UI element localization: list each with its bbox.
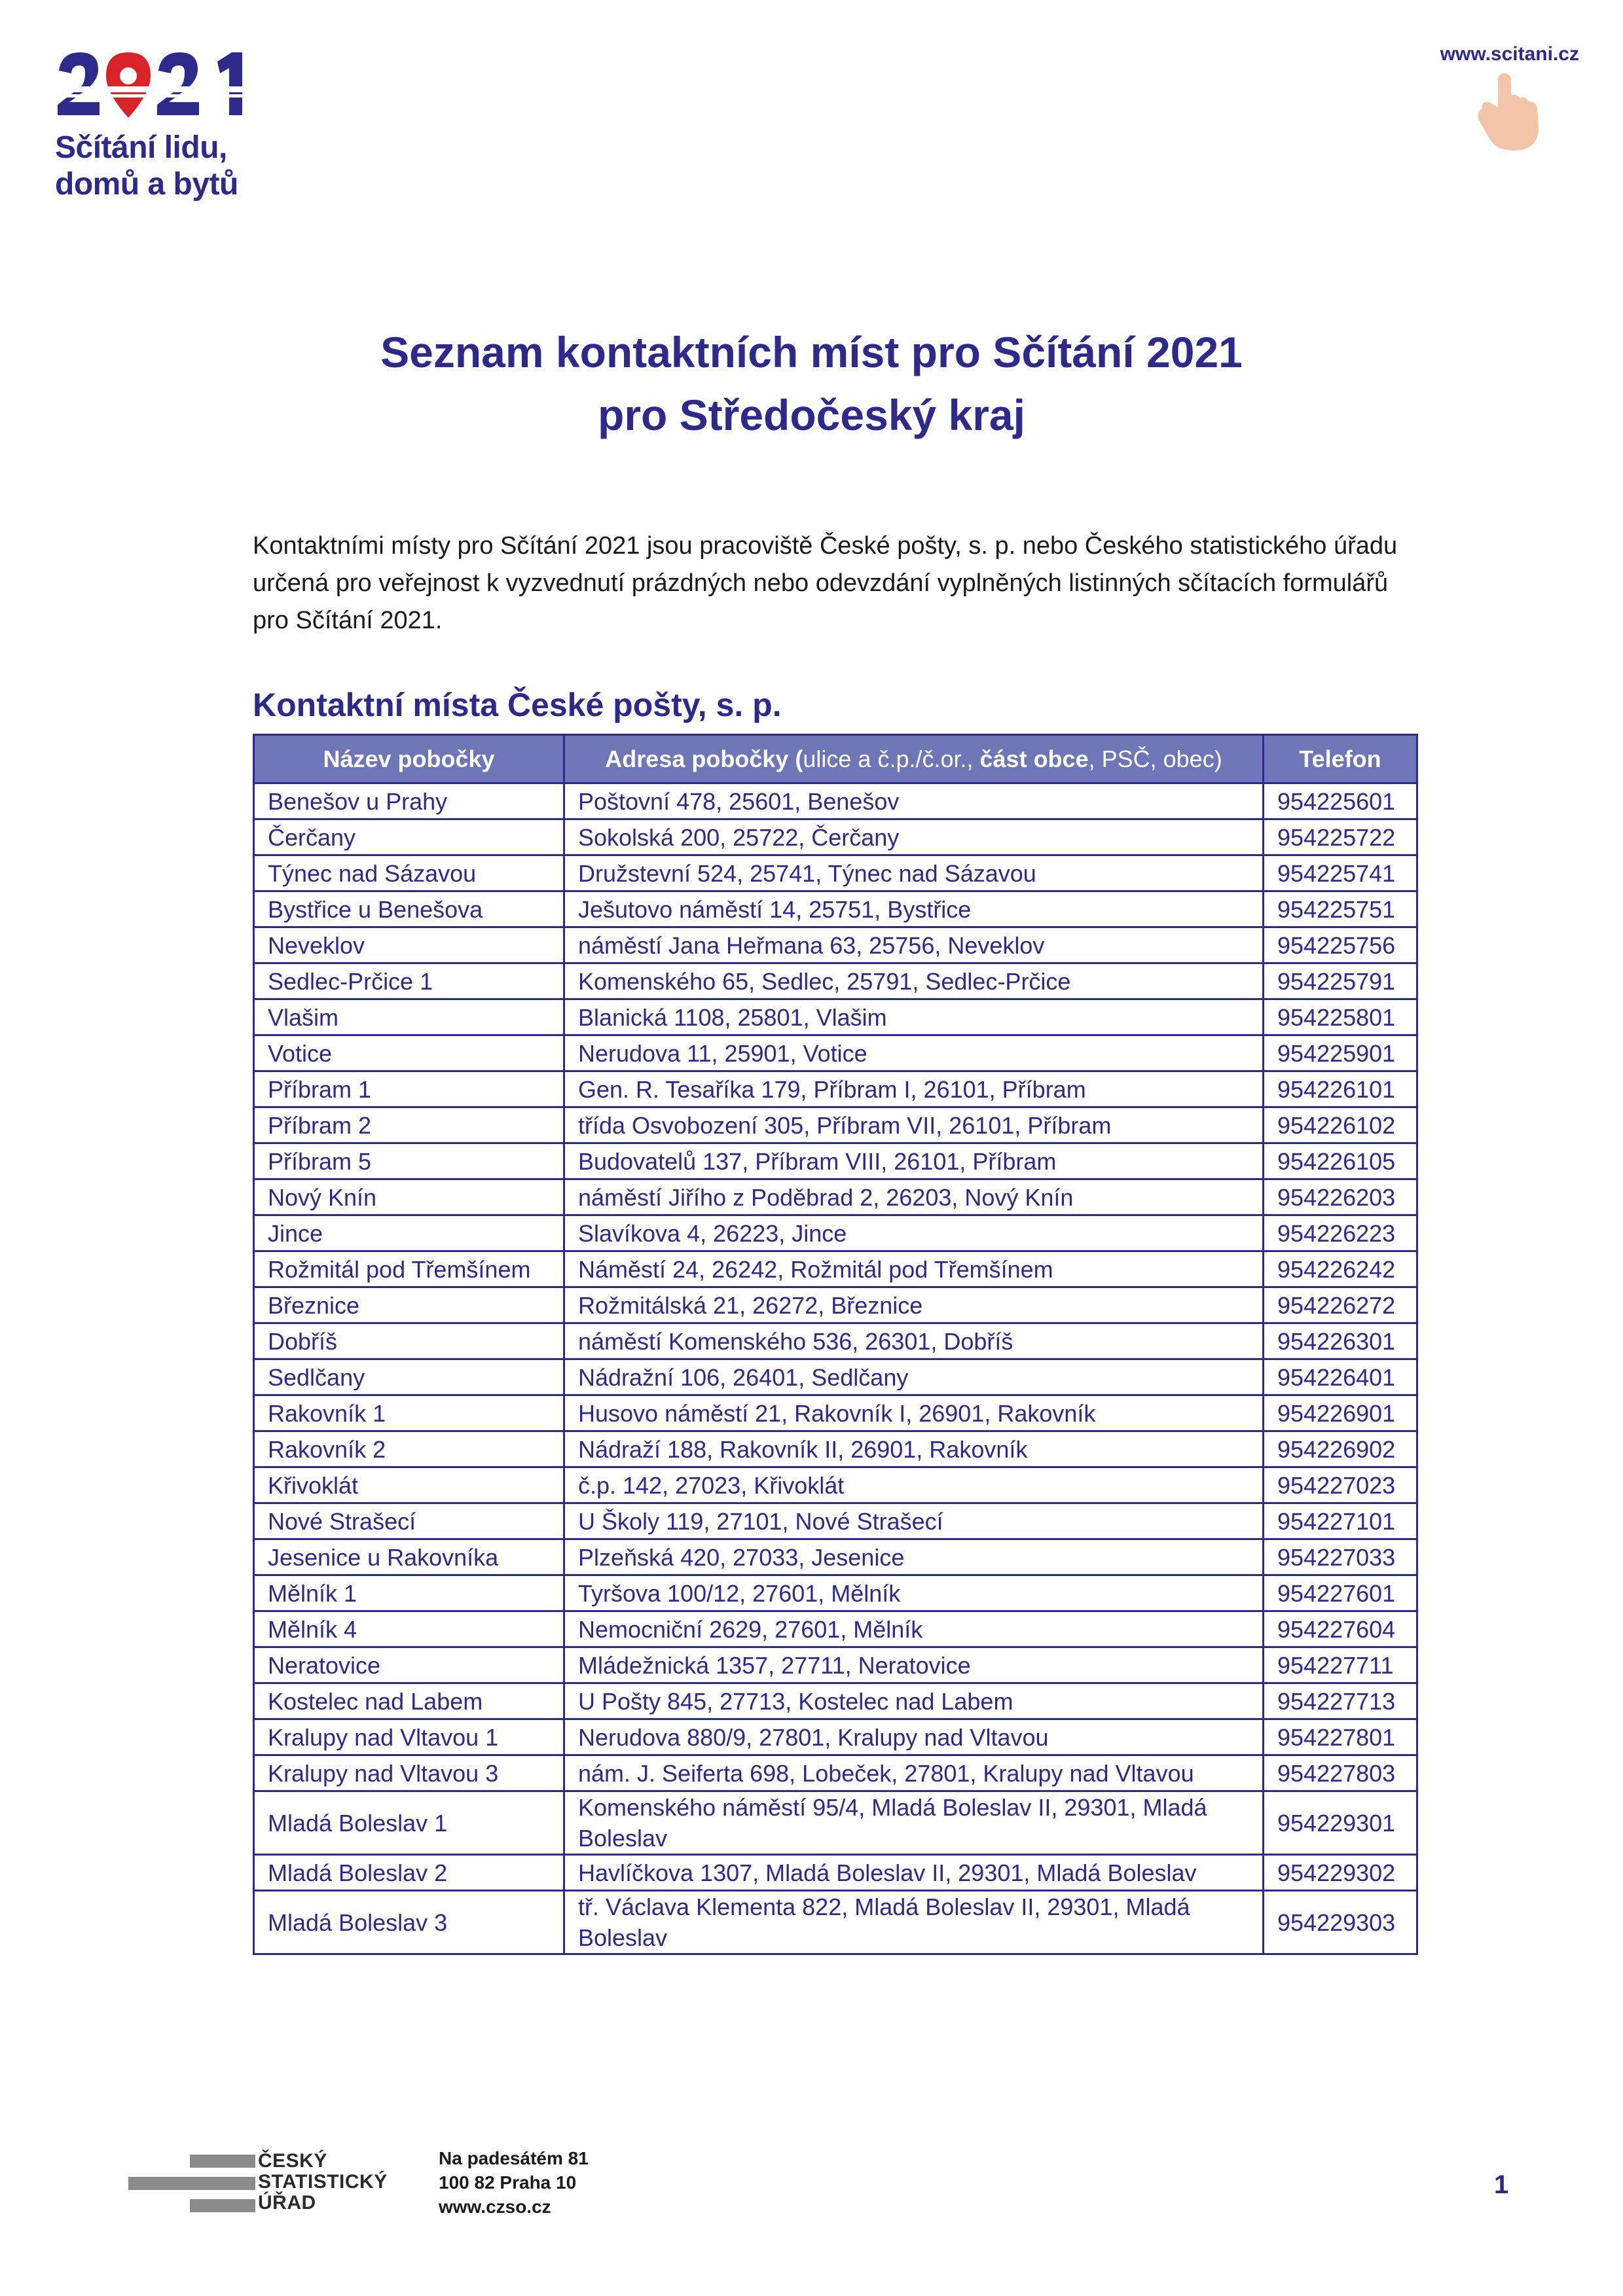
branch-name-cell: Rožmitál pod Třemšínem <box>254 1251 564 1287</box>
table-row <box>254 1683 1417 1719</box>
header-branch-address <box>564 735 1264 783</box>
table-row <box>254 999 1417 1035</box>
branch-phone-cell: 954227023 <box>1264 1467 1417 1503</box>
branch-phone-cell: 954227713 <box>1264 1683 1417 1719</box>
census-2021-logo-icon <box>55 47 251 126</box>
table-row <box>254 1287 1417 1323</box>
table-row <box>254 855 1417 891</box>
branch-phone-cell: 954225901 <box>1264 1035 1417 1071</box>
branch-name-cell: Sedlčany <box>254 1359 564 1395</box>
logo-line-2: domů a bytů <box>55 167 238 202</box>
branch-name-cell: Mělník 4 <box>254 1611 564 1647</box>
table-body <box>254 783 1417 1954</box>
table-row <box>254 1071 1417 1107</box>
branch-phone-cell: 954227033 <box>1264 1539 1417 1575</box>
branch-name-cell: Rakovník 1 <box>254 1395 564 1431</box>
header-address-part-2: ulice a č.p./č.or., <box>803 745 980 772</box>
branch-phone-cell: 954229303 <box>1264 1891 1417 1954</box>
branch-name-cell: Neratovice <box>254 1647 564 1683</box>
czso-bars-icon <box>128 2151 255 2216</box>
branch-phone-cell: 954227801 <box>1264 1719 1417 1755</box>
czso-logo <box>128 2151 390 2216</box>
branch-phone-cell: 954226902 <box>1264 1431 1417 1467</box>
table-row <box>254 819 1417 855</box>
table-header-row <box>254 735 1417 783</box>
header-address-part-1: Adresa pobočky ( <box>605 745 803 772</box>
branch-address-cell: Blanická 1108, 25801, Vlašim <box>564 999 1264 1035</box>
pointing-hand-icon <box>1469 69 1548 154</box>
branch-name-cell: Kralupy nad Vltavou 1 <box>254 1719 564 1755</box>
branch-name-cell: Příbram 2 <box>254 1107 564 1143</box>
branch-address-cell: Budovatelů 137, Příbram VIII, 26101, Příbram <box>564 1143 1264 1179</box>
table-row <box>254 1107 1417 1143</box>
footer-address <box>439 2146 589 2219</box>
branch-phone-cell: 954227604 <box>1264 1611 1417 1647</box>
branch-phone-cell: 954229302 <box>1264 1855 1417 1891</box>
branch-name-cell: Benešov u Prahy <box>254 783 564 819</box>
branch-address-cell: třída Osvobození 305, Příbram VII, 26101, Příbram <box>564 1107 1264 1143</box>
intro-paragraph: Kontaktními místy pro Sčítání 2021 jsou pracoviště České pošty, s. p. nebo Českého statistického úřadu určená pro veřejnost k vyzvednutí prázdných nebo odevzdání vyplněných listinných sčítacích formulářů pro Sčítání 2021. <box>253 532 1398 634</box>
branch-phone-cell: 954226242 <box>1264 1251 1417 1287</box>
branch-name-cell: Bystřice u Benešova <box>254 891 564 927</box>
table-row <box>254 1395 1417 1431</box>
branch-name-cell: Vlašim <box>254 999 564 1035</box>
branch-address-cell: Nádraží 188, Rakovník II, 26901, Rakovník <box>564 1431 1264 1467</box>
logo-line-1: Sčítání lidu, <box>55 130 227 165</box>
page-number: 1 <box>1494 2170 1509 2199</box>
branch-name-cell: Mladá Boleslav 2 <box>254 1855 564 1891</box>
branch-phone-cell: 954226105 <box>1264 1143 1417 1179</box>
branch-phone-cell: 954225601 <box>1264 783 1417 819</box>
contact-points-table <box>253 734 1418 1955</box>
branch-name-cell: Čerčany <box>254 819 564 855</box>
branch-phone-cell: 954226301 <box>1264 1323 1417 1359</box>
table-row <box>254 1791 1417 1855</box>
census-logo <box>55 47 264 204</box>
branch-name-cell: Neveklov <box>254 927 564 963</box>
branch-phone-cell: 954227101 <box>1264 1503 1417 1539</box>
branch-address-cell: Komenského 65, Sedlec, 25791, Sedlec-Prčice <box>564 963 1264 999</box>
branch-address-cell: Tyršova 100/12, 27601, Mělník <box>564 1575 1264 1611</box>
branch-address-cell: č.p. 142, 27023, Křivoklát <box>564 1467 1264 1503</box>
table-row <box>254 1891 1417 1954</box>
header-address-part-4: , PSČ, obec) <box>1088 745 1222 772</box>
branch-phone-cell: 954226102 <box>1264 1107 1417 1143</box>
table-row <box>254 1503 1417 1539</box>
header-address-part-3: část obce <box>979 745 1089 772</box>
branch-phone-cell: 954226101 <box>1264 1071 1417 1107</box>
branch-address-cell: Husovo náměstí 21, Rakovník I, 26901, Rakovník <box>564 1395 1264 1431</box>
table-row <box>254 783 1417 819</box>
branch-phone-cell: 954226901 <box>1264 1395 1417 1431</box>
table-row <box>254 1719 1417 1755</box>
branch-name-cell: Týnec nad Sázavou <box>254 855 564 891</box>
logo-text <box>55 130 238 203</box>
branch-phone-cell: 954225791 <box>1264 963 1417 999</box>
branch-name-cell: Rakovník 2 <box>254 1431 564 1467</box>
branch-phone-cell: 954225722 <box>1264 819 1417 855</box>
czso-line-2: STATISTICKÝ <box>258 2171 388 2193</box>
branch-address-cell: Nemocniční 2629, 27601, Mělník <box>564 1611 1264 1647</box>
table-row <box>254 1143 1417 1179</box>
address-web[interactable]: www.czso.cz <box>439 2197 551 2217</box>
branch-address-cell: Nerudova 880/9, 27801, Kralupy nad Vltavou <box>564 1719 1264 1755</box>
table-row <box>254 1323 1417 1359</box>
branch-address-cell: Družstevní 524, 25741, Týnec nad Sázavou <box>564 855 1264 891</box>
branch-name-cell: Březnice <box>254 1287 564 1323</box>
header-phone: Telefon <box>1264 735 1417 783</box>
branch-name-cell: Mladá Boleslav 3 <box>254 1891 564 1954</box>
table-row <box>254 1611 1417 1647</box>
branch-name-cell: Kralupy nad Vltavou 3 <box>254 1755 564 1791</box>
branch-phone-cell: 954225741 <box>1264 855 1417 891</box>
table-row <box>254 1035 1417 1071</box>
branch-phone-cell: 954226401 <box>1264 1359 1417 1395</box>
table-row <box>254 1755 1417 1791</box>
address-city: 100 82 Praha 10 <box>439 2172 577 2193</box>
branch-name-cell: Nový Knín <box>254 1179 564 1215</box>
branch-name-cell: Sedlec-Prčice 1 <box>254 963 564 999</box>
branch-name-cell: Nové Strašecí <box>254 1503 564 1539</box>
branch-name-cell: Mladá Boleslav 1 <box>254 1791 564 1855</box>
czso-line-3: ÚŘAD <box>258 2192 316 2214</box>
branch-address-cell: Rožmitálská 21, 26272, Březnice <box>564 1287 1264 1323</box>
branch-address-cell: Slavíkova 4, 26223, Jince <box>564 1215 1264 1251</box>
branch-phone-cell: 954225756 <box>1264 927 1417 963</box>
branch-address-cell: Gen. R. Tesaříka 179, Příbram I, 26101, Příbram <box>564 1071 1264 1107</box>
branch-phone-cell: 954225751 <box>1264 891 1417 927</box>
branch-name-cell: Mělník 1 <box>254 1575 564 1611</box>
branch-phone-cell: 954225801 <box>1264 999 1417 1035</box>
table-row <box>254 891 1417 927</box>
header-branch-name: Název pobočky <box>254 735 564 783</box>
branch-phone-cell: 954227601 <box>1264 1575 1417 1611</box>
branch-name-cell: Kostelec nad Labem <box>254 1683 564 1719</box>
branch-address-cell: Komenského náměstí 95/4, Mladá Boleslav II, 29301, Mladá Boleslav <box>564 1791 1264 1855</box>
table-row <box>254 1251 1417 1287</box>
branch-address-cell: Mládežnická 1357, 27711, Neratovice <box>564 1647 1264 1683</box>
branch-phone-cell: 954227711 <box>1264 1647 1417 1683</box>
branch-name-cell: Jince <box>254 1215 564 1251</box>
branch-phone-cell: 954226223 <box>1264 1215 1417 1251</box>
branch-address-cell: Náměstí 24, 26242, Rožmitál pod Třemšínem <box>564 1251 1264 1287</box>
branch-name-cell: Dobříš <box>254 1323 564 1359</box>
branch-address-cell: Ješutovo náměstí 14, 25751, Bystřice <box>564 891 1264 927</box>
branch-phone-cell: 954227803 <box>1264 1755 1417 1791</box>
branch-phone-cell: 954226203 <box>1264 1179 1417 1215</box>
branch-address-cell: U Školy 119, 27101, Nové Strašecí <box>564 1503 1264 1539</box>
branch-name-cell: Jesenice u Rakovníka <box>254 1539 564 1575</box>
branch-address-cell: nám. J. Seiferta 698, Lobeček, 27801, Kralupy nad Vltavou <box>564 1755 1264 1791</box>
table-row <box>254 1215 1417 1251</box>
table-row <box>254 1539 1417 1575</box>
table-row <box>254 1359 1417 1395</box>
branch-address-cell: U Pošty 845, 27713, Kostelec nad Labem <box>564 1683 1264 1719</box>
branch-phone-cell: 954226272 <box>1264 1287 1417 1323</box>
czso-line-1: ČESKÝ <box>258 2150 327 2172</box>
website-link[interactable]: www.scitani.cz <box>1440 43 1579 65</box>
branch-address-cell: Plzeňská 420, 27033, Jesenice <box>564 1539 1264 1575</box>
table-row <box>254 1179 1417 1215</box>
branch-name-cell: Příbram 1 <box>254 1071 564 1107</box>
branch-name-cell: Votice <box>254 1035 564 1071</box>
table-row <box>254 927 1417 963</box>
branch-address-cell: Nerudova 11, 25901, Votice <box>564 1035 1264 1071</box>
branch-name-cell: Příbram 5 <box>254 1143 564 1179</box>
page-title-line-2: pro Středočeský kraj <box>598 391 1025 439</box>
table-row <box>254 963 1417 999</box>
section-heading: Kontaktní místa České pošty, s. p. <box>253 687 782 723</box>
branch-name-cell: Křivoklát <box>254 1467 564 1503</box>
branch-address-cell: náměstí Komenského 536, 26301, Dobříš <box>564 1323 1264 1359</box>
branch-address-cell: Havlíčkova 1307, Mladá Boleslav II, 29301, Mladá Boleslav <box>564 1855 1264 1891</box>
table-row <box>254 1467 1417 1503</box>
page-title-line-1: Seznam kontaktních míst pro Sčítání 2021 <box>380 328 1243 376</box>
branch-phone-cell: 954229301 <box>1264 1791 1417 1855</box>
table-row <box>254 1855 1417 1891</box>
branch-address-cell: Poštovní 478, 25601, Benešov <box>564 783 1264 819</box>
branch-address-cell: náměstí Jiřího z Poděbrad 2, 26203, Nový Knín <box>564 1179 1264 1215</box>
branch-address-cell: tř. Václava Klementa 822, Mladá Boleslav II, 29301, Mladá Boleslav <box>564 1891 1264 1954</box>
table-row <box>254 1647 1417 1683</box>
address-street: Na padesátém 81 <box>439 2148 589 2168</box>
branch-address-cell: náměstí Jana Heřmana 63, 25756, Neveklov <box>564 927 1264 963</box>
website-badge <box>1409 43 1579 161</box>
czso-name <box>258 2151 388 2214</box>
branch-address-cell: Nádražní 106, 26401, Sedlčany <box>564 1359 1264 1395</box>
branch-address-cell: Sokolská 200, 25722, Čerčany <box>564 819 1264 855</box>
table-row <box>254 1575 1417 1611</box>
table-row <box>254 1431 1417 1467</box>
